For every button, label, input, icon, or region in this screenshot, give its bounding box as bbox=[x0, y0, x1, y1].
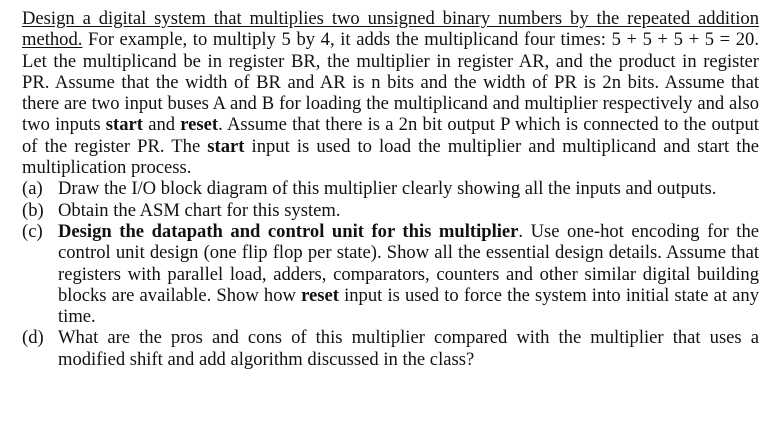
part-a-text: Draw the I/O block diagram of this multiplier clearly showing all the inputs and outputs. bbox=[58, 178, 717, 200]
intro-paragraph bbox=[22, 8, 759, 178]
part-b-text: Obtain the ASM chart for this system. bbox=[58, 199, 341, 221]
intro-text-1: For example, to multiply 5 by 4, it adds the multiplicand four times: 5 + 5 + 5 + 5 = 20. Let the multiplicand be in register BR, the multiplier in register AR, and the product in register PR. Assume that the width of BR and AR is n bits and the width of PR is 2n bits. Assume that there are two input buses A and B for loading the multiplicand and multiplier respectively and also two inputs bbox=[22, 29, 759, 136]
part-c-text-2: input is used to force the system into initial state at any time. bbox=[58, 284, 760, 328]
start-keyword: start bbox=[105, 114, 143, 136]
task-statement: Design a digital system that multiplies two unsigned binary numbers by the repeated addition method. bbox=[22, 8, 759, 51]
part-c-bold: Design the datapath and control unit for this multiplier bbox=[58, 220, 519, 242]
parts-list bbox=[22, 178, 759, 370]
part-d-text: What are the pros and cons of this multiplier compared with the multiplier that uses a modified shift and add algorithm discussed in the class? bbox=[58, 327, 759, 370]
intro-text-3: . Assume that there is a 2n bit output P which is connected to the output of the register PR. The bbox=[22, 114, 759, 157]
part-b bbox=[22, 200, 759, 221]
part-a-label: (a) bbox=[22, 178, 43, 200]
part-c-reset-keyword: reset bbox=[301, 284, 339, 306]
part-d-label: (d) bbox=[22, 327, 44, 349]
part-d bbox=[22, 327, 759, 370]
part-a bbox=[22, 178, 759, 199]
part-c-text-1: . Use one-hot encoding for the control unit design (one flip flop per state). Show all the essential design details. Assume that registers with parallel load, adders, comparators, counters and other similar digital building blocks are available. Show how bbox=[58, 220, 759, 306]
start-keyword-2: start bbox=[207, 135, 245, 157]
part-c bbox=[22, 221, 759, 327]
part-c-label: (c) bbox=[22, 220, 43, 242]
reset-keyword: reset bbox=[180, 114, 219, 136]
intro-text-2: and bbox=[142, 114, 181, 136]
intro-text-4: input is used to load the multiplier and multiplicand and start the multiplication process. bbox=[22, 135, 759, 179]
part-b-label: (b) bbox=[22, 199, 44, 221]
